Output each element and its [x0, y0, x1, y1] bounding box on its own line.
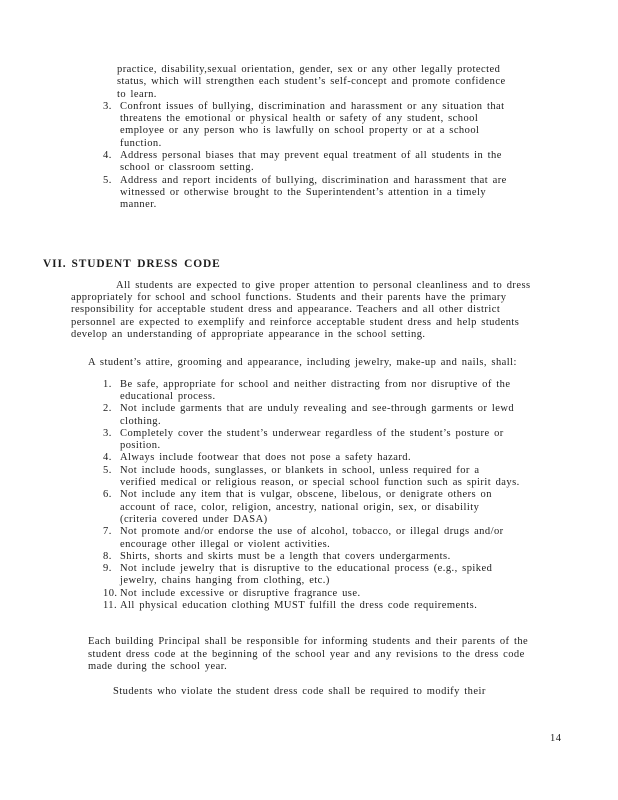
list-item-number: 6. — [103, 489, 112, 501]
list-item-number: 4. — [103, 150, 112, 162]
list-item-number: 8. — [103, 550, 112, 562]
page-number: 14 — [550, 733, 562, 744]
list-item-number: 4. — [103, 452, 112, 464]
list-item — [103, 551, 573, 563]
list-item — [103, 452, 573, 464]
list-item-text: All physical education clothing MUST fulfill the dress code requirements. — [120, 599, 478, 611]
list-item-number: 1. — [103, 378, 112, 390]
list-item-text: Completely cover the student’s underwear regardless of the student’s posture or position. — [120, 427, 504, 452]
list-item-number: 7. — [103, 526, 112, 538]
list-item-number: 11. — [103, 599, 118, 611]
list-item-number: 3. — [103, 100, 112, 112]
list-item-number: 3. — [103, 427, 112, 439]
list-item-text: Not include garments that are unduly revealing and see-through garments or lewd clothing. — [120, 403, 515, 427]
closing-paragraph: Students who violate the student dress code shall be required to modify their — [113, 686, 486, 698]
list-item-text: Confront issues of bullying, discrimination and harassment or any situation that threatens the emotional or physical health or safety of any student, school employee or any person who is lawfully on school property or at a school function. — [120, 100, 505, 149]
list-item-number: 9. — [103, 563, 112, 575]
continued-paragraph: practice, disability,sexual orientation, gender, sex or any other legally protected status, which will strengthen each student’s self-concept and promote confidence to learn. — [117, 64, 506, 100]
list-item-number: 10. — [103, 587, 118, 599]
conduct-list — [103, 101, 573, 212]
list-item-number: 5. — [103, 464, 112, 476]
list-item — [103, 428, 573, 453]
page-content — [43, 64, 573, 698]
list-item — [103, 563, 573, 588]
list-item — [103, 465, 573, 490]
list-item — [103, 600, 573, 612]
list-item-text: Not promote and/or endorse the use of alcohol, tobacco, or illegal drugs and/or encourage other illegal or violent activities. — [120, 526, 504, 550]
section-number: VII. — [43, 257, 67, 270]
list-item-text: Address and report incidents of bullying, discrimination and harassment that are witnessed or otherwise brought to the Superintendent’s attention in a timely manner. — [120, 174, 507, 211]
list-item — [103, 101, 573, 150]
principal-paragraph: Each building Principal shall be responsible for informing students and their parents of the student dress code at the beginning of the school year and any revisions to the dress code made during the school year. — [88, 636, 529, 672]
list-item-text: Not include excessive or disruptive fragrance use. — [120, 587, 361, 599]
section-title: STUDENT DRESS CODE — [71, 257, 221, 270]
list-item-number: 2. — [103, 403, 112, 415]
list-item-text: Not include hoods, sunglasses, or blankets in school, unless required for a verified medical or religious reason, or special school function such as spirit days. — [120, 464, 520, 489]
list-item — [103, 489, 573, 526]
dress-code-list — [103, 379, 573, 613]
list-item-text: Shirts, shorts and skirts must be a length that covers undergarments. — [120, 550, 451, 562]
list-item-text: Address personal biases that may prevent equal treatment of all students in the school or classroom setting. — [120, 150, 502, 174]
list-item-number: 5. — [103, 174, 112, 186]
list-item — [103, 379, 573, 404]
list-item — [103, 526, 573, 551]
list-item-text: Not include any item that is vulgar, obscene, libelous, or denigrate others on account of race, color, religion, ancestry, national origin, sex, or disability (criteria covered under DASA) — [120, 489, 492, 525]
list-item-text: Not include jewelry that is disruptive to the educational process (e.g., spiked jewelry, chains hanging from clothing, etc.) — [120, 563, 493, 587]
list-item-text: Always include footwear that does not pose a safety hazard. — [120, 452, 412, 464]
list-item — [103, 403, 573, 428]
section-heading — [43, 258, 573, 270]
list-item — [103, 588, 573, 600]
section-intro-paragraph: All students are expected to give proper attention to personal cleanliness and to dress appropriately for school and school functions. Students and their parents have the primary responsibility for acceptable student dress and appearance. Teachers and all other district personnel are expected to exemplify and reinforce acceptable student dress and help students develop an understanding of appropriate appearance in the school setting. — [71, 279, 531, 341]
list-item-text: Be safe, appropriate for school and neither distracting from nor disruptive of the educational process. — [120, 378, 511, 402]
attire-lead-sentence: A student’s attire, grooming and appearance, including jewelry, make-up and nails, shall: — [88, 357, 517, 369]
list-item — [103, 175, 573, 212]
list-item — [103, 150, 573, 175]
